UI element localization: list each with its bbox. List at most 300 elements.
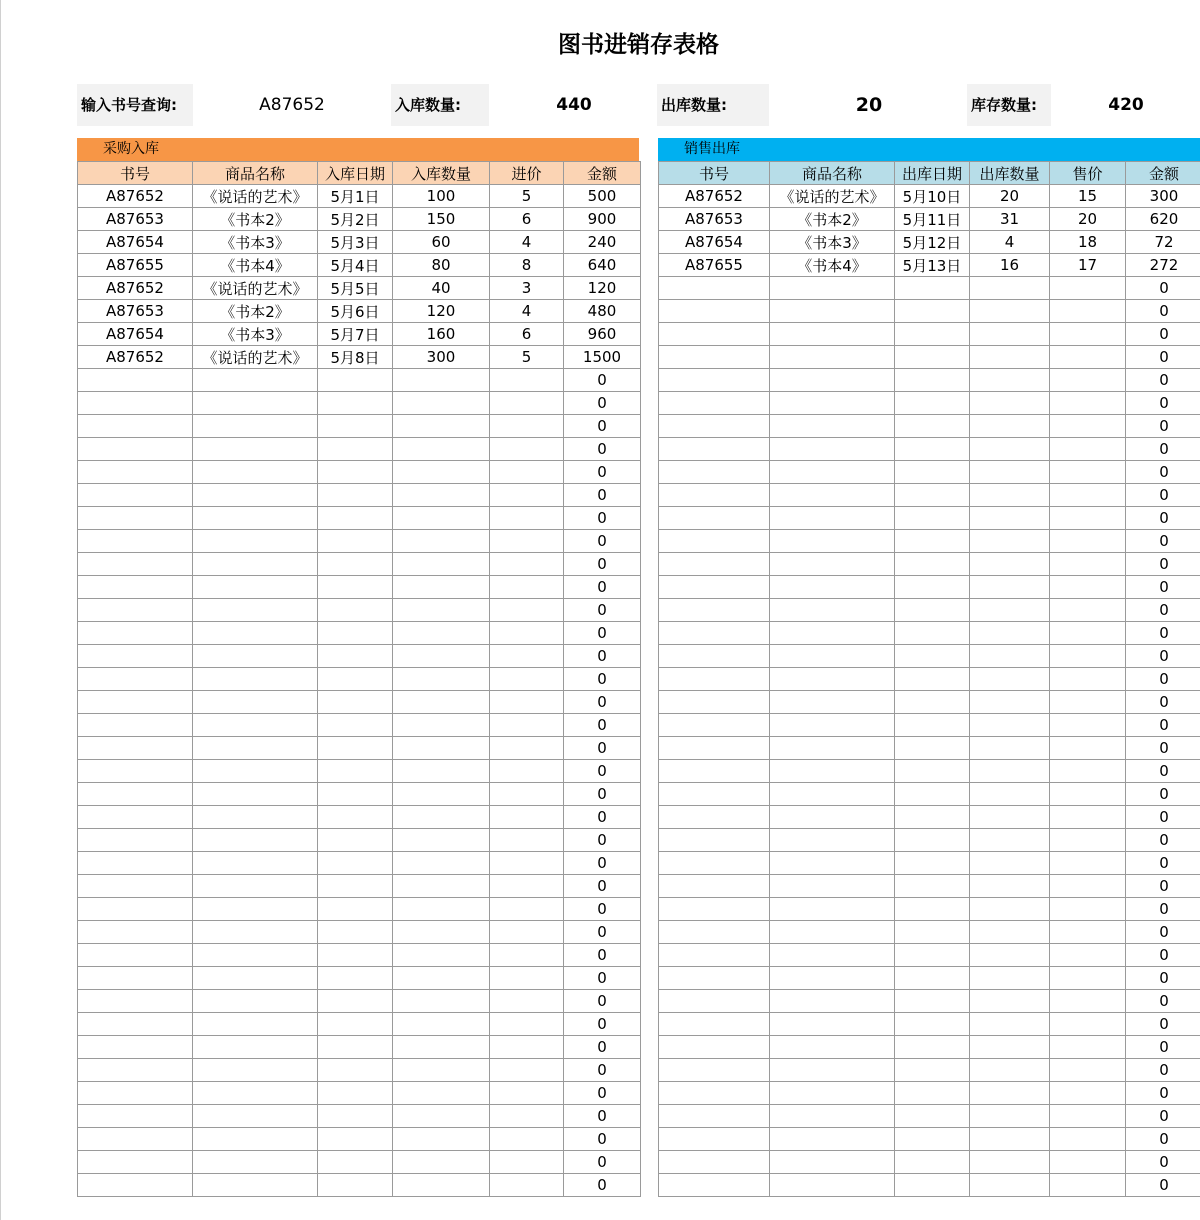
table-cell[interactable]	[895, 852, 970, 875]
table-cell[interactable]	[970, 277, 1050, 300]
table-cell[interactable]: 0	[1126, 691, 1200, 714]
table-cell[interactable]	[770, 461, 895, 484]
table-cell[interactable]	[318, 530, 393, 553]
table-cell[interactable]: 0	[1126, 277, 1200, 300]
table-cell[interactable]	[770, 599, 895, 622]
table-cell[interactable]: 1500	[564, 346, 641, 369]
table-cell[interactable]: 0	[564, 622, 641, 645]
table-cell[interactable]: 《说话的艺术》	[193, 346, 318, 369]
table-cell[interactable]	[659, 668, 770, 691]
table-cell[interactable]	[895, 507, 970, 530]
table-cell[interactable]	[895, 1128, 970, 1151]
table-cell[interactable]	[393, 1151, 490, 1174]
table-cell[interactable]	[970, 1151, 1050, 1174]
table-cell[interactable]: 0	[564, 921, 641, 944]
table-cell[interactable]	[895, 1151, 970, 1174]
table-cell[interactable]	[78, 369, 193, 392]
table-cell[interactable]: 5月12日	[895, 231, 970, 254]
table-cell[interactable]	[1050, 990, 1126, 1013]
table-cell[interactable]	[490, 530, 564, 553]
table-cell[interactable]: 0	[1126, 392, 1200, 415]
table-cell[interactable]: 0	[564, 530, 641, 553]
table-cell[interactable]	[193, 369, 318, 392]
table-cell[interactable]	[659, 967, 770, 990]
table-cell[interactable]	[659, 806, 770, 829]
table-cell[interactable]	[393, 898, 490, 921]
table-cell[interactable]	[193, 967, 318, 990]
table-cell[interactable]	[193, 599, 318, 622]
table-cell[interactable]: A87655	[78, 254, 193, 277]
table-cell[interactable]: 5	[490, 185, 564, 208]
table-cell[interactable]	[1050, 507, 1126, 530]
table-cell[interactable]: 《书本3》	[193, 231, 318, 254]
table-cell[interactable]	[970, 921, 1050, 944]
table-cell[interactable]	[659, 346, 770, 369]
table-cell[interactable]: 0	[564, 944, 641, 967]
table-cell[interactable]	[318, 898, 393, 921]
table-cell[interactable]	[770, 553, 895, 576]
table-cell[interactable]	[490, 507, 564, 530]
table-cell[interactable]: 6	[490, 208, 564, 231]
table-cell[interactable]	[895, 990, 970, 1013]
table-cell[interactable]	[895, 691, 970, 714]
table-cell[interactable]	[318, 921, 393, 944]
table-cell[interactable]	[318, 990, 393, 1013]
table-cell[interactable]	[895, 369, 970, 392]
table-cell[interactable]	[318, 668, 393, 691]
table-cell[interactable]	[970, 553, 1050, 576]
table-cell[interactable]	[970, 898, 1050, 921]
table-cell[interactable]: 0	[1126, 645, 1200, 668]
table-cell[interactable]	[970, 1174, 1050, 1197]
table-cell[interactable]: 0	[1126, 806, 1200, 829]
table-cell[interactable]: 《书本4》	[193, 254, 318, 277]
table-cell[interactable]	[895, 599, 970, 622]
table-cell[interactable]: 5月1日	[318, 185, 393, 208]
table-cell[interactable]	[318, 645, 393, 668]
table-cell[interactable]	[393, 714, 490, 737]
table-cell[interactable]	[78, 668, 193, 691]
table-cell[interactable]	[490, 553, 564, 576]
table-cell[interactable]: 0	[1126, 300, 1200, 323]
table-cell[interactable]	[970, 1036, 1050, 1059]
table-cell[interactable]	[193, 760, 318, 783]
table-cell[interactable]: 0	[1126, 668, 1200, 691]
table-cell[interactable]: 5月5日	[318, 277, 393, 300]
table-cell[interactable]	[78, 530, 193, 553]
table-cell[interactable]	[659, 1059, 770, 1082]
table-cell[interactable]	[770, 369, 895, 392]
table-cell[interactable]	[78, 1013, 193, 1036]
table-cell[interactable]: 5月4日	[318, 254, 393, 277]
table-cell[interactable]	[193, 714, 318, 737]
table-cell[interactable]	[193, 1105, 318, 1128]
table-cell[interactable]	[770, 806, 895, 829]
table-cell[interactable]	[1050, 415, 1126, 438]
table-cell[interactable]: 0	[1126, 783, 1200, 806]
table-cell[interactable]	[895, 1036, 970, 1059]
table-cell[interactable]	[318, 1105, 393, 1128]
table-cell[interactable]: 300	[1126, 185, 1200, 208]
table-cell[interactable]	[193, 1174, 318, 1197]
table-cell[interactable]: 0	[564, 1082, 641, 1105]
table-cell[interactable]: 0	[1126, 898, 1200, 921]
table-cell[interactable]: 0	[1126, 622, 1200, 645]
table-cell[interactable]: 20	[970, 185, 1050, 208]
table-cell[interactable]	[1050, 760, 1126, 783]
table-cell[interactable]: 5月7日	[318, 323, 393, 346]
table-cell[interactable]	[393, 1105, 490, 1128]
table-cell[interactable]	[659, 1105, 770, 1128]
table-cell[interactable]	[78, 392, 193, 415]
table-cell[interactable]	[659, 875, 770, 898]
table-cell[interactable]	[895, 1174, 970, 1197]
table-cell[interactable]: 0	[1126, 576, 1200, 599]
table-cell[interactable]: 《说话的艺术》	[770, 185, 895, 208]
table-cell[interactable]: 0	[564, 507, 641, 530]
table-cell[interactable]	[770, 875, 895, 898]
table-cell[interactable]	[78, 461, 193, 484]
table-cell[interactable]	[78, 1128, 193, 1151]
table-cell[interactable]	[970, 1013, 1050, 1036]
table-cell[interactable]	[1050, 967, 1126, 990]
table-cell[interactable]	[895, 277, 970, 300]
table-cell[interactable]	[1050, 576, 1126, 599]
table-cell[interactable]	[1050, 806, 1126, 829]
table-cell[interactable]	[318, 1174, 393, 1197]
table-cell[interactable]	[393, 668, 490, 691]
table-cell[interactable]: 《说话的艺术》	[193, 277, 318, 300]
table-cell[interactable]	[393, 691, 490, 714]
table-cell[interactable]: 0	[564, 1105, 641, 1128]
table-cell[interactable]	[393, 438, 490, 461]
table-cell[interactable]	[659, 714, 770, 737]
table-cell[interactable]: A87654	[78, 231, 193, 254]
table-cell[interactable]: 0	[1126, 369, 1200, 392]
table-cell[interactable]	[393, 576, 490, 599]
table-cell[interactable]	[490, 921, 564, 944]
table-cell[interactable]	[318, 599, 393, 622]
table-cell[interactable]	[895, 875, 970, 898]
table-cell[interactable]	[970, 1059, 1050, 1082]
table-cell[interactable]	[895, 829, 970, 852]
table-cell[interactable]	[318, 1128, 393, 1151]
table-cell[interactable]: A87652	[78, 277, 193, 300]
table-cell[interactable]	[659, 691, 770, 714]
table-cell[interactable]: 0	[1126, 484, 1200, 507]
table-cell[interactable]	[659, 760, 770, 783]
table-cell[interactable]	[393, 760, 490, 783]
table-cell[interactable]	[770, 1151, 895, 1174]
table-cell[interactable]	[659, 369, 770, 392]
table-cell[interactable]: A87653	[659, 208, 770, 231]
table-cell[interactable]	[78, 783, 193, 806]
table-cell[interactable]	[770, 829, 895, 852]
table-cell[interactable]	[1050, 599, 1126, 622]
table-cell[interactable]	[770, 622, 895, 645]
table-cell[interactable]	[659, 1013, 770, 1036]
column-header[interactable]: 出库数量	[970, 162, 1050, 185]
table-cell[interactable]	[659, 461, 770, 484]
table-cell[interactable]: 100	[393, 185, 490, 208]
table-cell[interactable]	[970, 944, 1050, 967]
table-cell[interactable]: 0	[564, 691, 641, 714]
table-cell[interactable]	[659, 507, 770, 530]
table-cell[interactable]	[318, 461, 393, 484]
table-cell[interactable]	[970, 645, 1050, 668]
table-cell[interactable]	[1050, 530, 1126, 553]
table-cell[interactable]: 17	[1050, 254, 1126, 277]
table-cell[interactable]	[1050, 921, 1126, 944]
table-cell[interactable]	[1050, 783, 1126, 806]
table-cell[interactable]: 0	[564, 875, 641, 898]
table-cell[interactable]	[78, 898, 193, 921]
table-cell[interactable]	[193, 668, 318, 691]
table-cell[interactable]: 0	[564, 438, 641, 461]
table-cell[interactable]	[490, 806, 564, 829]
table-cell[interactable]	[78, 691, 193, 714]
table-cell[interactable]: 272	[1126, 254, 1200, 277]
table-cell[interactable]	[659, 277, 770, 300]
table-cell[interactable]	[490, 944, 564, 967]
table-cell[interactable]	[770, 645, 895, 668]
table-cell[interactable]: 6	[490, 323, 564, 346]
table-cell[interactable]	[393, 392, 490, 415]
table-cell[interactable]	[1050, 714, 1126, 737]
table-cell[interactable]	[393, 829, 490, 852]
table-cell[interactable]	[490, 392, 564, 415]
table-cell[interactable]: A87654	[659, 231, 770, 254]
table-cell[interactable]	[659, 944, 770, 967]
table-cell[interactable]	[490, 645, 564, 668]
table-cell[interactable]	[659, 300, 770, 323]
table-cell[interactable]	[895, 645, 970, 668]
table-cell[interactable]: 0	[1126, 1082, 1200, 1105]
table-cell[interactable]	[770, 1174, 895, 1197]
table-cell[interactable]	[193, 576, 318, 599]
table-cell[interactable]	[318, 1036, 393, 1059]
table-cell[interactable]	[970, 369, 1050, 392]
table-cell[interactable]	[970, 622, 1050, 645]
table-cell[interactable]: 0	[564, 645, 641, 668]
table-cell[interactable]: 0	[1126, 944, 1200, 967]
table-cell[interactable]: 0	[1126, 737, 1200, 760]
table-cell[interactable]: 0	[1126, 1036, 1200, 1059]
table-cell[interactable]	[193, 944, 318, 967]
table-cell[interactable]	[1050, 323, 1126, 346]
table-cell[interactable]: 0	[1126, 829, 1200, 852]
table-cell[interactable]	[490, 967, 564, 990]
column-header[interactable]: 入库日期	[318, 162, 393, 185]
table-cell[interactable]	[659, 829, 770, 852]
table-cell[interactable]: 0	[1126, 1151, 1200, 1174]
table-cell[interactable]: 0	[1126, 1013, 1200, 1036]
table-cell[interactable]	[193, 1036, 318, 1059]
table-cell[interactable]: 0	[1126, 1105, 1200, 1128]
table-cell[interactable]	[78, 806, 193, 829]
column-header[interactable]: 进价	[490, 162, 564, 185]
table-cell[interactable]: 480	[564, 300, 641, 323]
table-cell[interactable]	[970, 1082, 1050, 1105]
table-cell[interactable]: 0	[1126, 852, 1200, 875]
table-cell[interactable]	[895, 668, 970, 691]
table-cell[interactable]	[78, 1174, 193, 1197]
table-cell[interactable]	[1050, 484, 1126, 507]
table-cell[interactable]	[393, 806, 490, 829]
table-cell[interactable]: 0	[564, 576, 641, 599]
table-cell[interactable]: 5月13日	[895, 254, 970, 277]
table-cell[interactable]	[770, 944, 895, 967]
table-cell[interactable]	[78, 1105, 193, 1128]
table-cell[interactable]: 0	[564, 760, 641, 783]
table-cell[interactable]	[318, 875, 393, 898]
table-cell[interactable]: 0	[564, 1036, 641, 1059]
table-cell[interactable]	[78, 576, 193, 599]
table-cell[interactable]	[770, 300, 895, 323]
table-cell[interactable]	[1050, 1151, 1126, 1174]
table-cell[interactable]	[895, 484, 970, 507]
table-cell[interactable]	[318, 967, 393, 990]
table-cell[interactable]: 4	[490, 231, 564, 254]
table-cell[interactable]	[490, 668, 564, 691]
table-cell[interactable]	[193, 691, 318, 714]
table-cell[interactable]	[770, 898, 895, 921]
table-cell[interactable]: 0	[1126, 714, 1200, 737]
table-cell[interactable]: 0	[1126, 760, 1200, 783]
table-cell[interactable]: 240	[564, 231, 641, 254]
table-cell[interactable]: 0	[564, 553, 641, 576]
table-cell[interactable]: 300	[393, 346, 490, 369]
table-cell[interactable]: 20	[1050, 208, 1126, 231]
table-cell[interactable]: 0	[1126, 530, 1200, 553]
table-cell[interactable]	[895, 944, 970, 967]
table-cell[interactable]: 0	[564, 668, 641, 691]
table-cell[interactable]	[490, 1036, 564, 1059]
table-cell[interactable]	[970, 990, 1050, 1013]
table-cell[interactable]: 0	[564, 806, 641, 829]
table-cell[interactable]	[970, 783, 1050, 806]
table-cell[interactable]: 5	[490, 346, 564, 369]
table-cell[interactable]	[659, 484, 770, 507]
table-cell[interactable]	[770, 576, 895, 599]
table-cell[interactable]: 0	[564, 783, 641, 806]
table-cell[interactable]: 0	[564, 1128, 641, 1151]
table-cell[interactable]: A87652	[659, 185, 770, 208]
table-cell[interactable]	[193, 783, 318, 806]
table-cell[interactable]	[1050, 277, 1126, 300]
table-cell[interactable]	[193, 1059, 318, 1082]
table-cell[interactable]	[970, 323, 1050, 346]
table-cell[interactable]	[770, 967, 895, 990]
table-cell[interactable]: 0	[564, 1013, 641, 1036]
column-header[interactable]: 入库数量	[393, 162, 490, 185]
table-cell[interactable]	[659, 737, 770, 760]
table-cell[interactable]	[393, 599, 490, 622]
table-cell[interactable]	[770, 1128, 895, 1151]
table-cell[interactable]	[970, 415, 1050, 438]
table-cell[interactable]	[318, 944, 393, 967]
table-cell[interactable]	[318, 392, 393, 415]
table-cell[interactable]: 《书本4》	[770, 254, 895, 277]
table-cell[interactable]	[78, 829, 193, 852]
table-cell[interactable]	[393, 1082, 490, 1105]
table-cell[interactable]	[393, 415, 490, 438]
table-cell[interactable]	[193, 553, 318, 576]
column-header[interactable]: 书号	[78, 162, 193, 185]
table-cell[interactable]	[318, 714, 393, 737]
table-cell[interactable]	[393, 622, 490, 645]
table-cell[interactable]	[659, 645, 770, 668]
table-cell[interactable]	[490, 898, 564, 921]
table-cell[interactable]	[318, 507, 393, 530]
table-cell[interactable]	[318, 783, 393, 806]
table-cell[interactable]	[78, 875, 193, 898]
table-cell[interactable]	[193, 622, 318, 645]
table-cell[interactable]	[318, 806, 393, 829]
table-cell[interactable]: 960	[564, 323, 641, 346]
table-cell[interactable]	[393, 530, 490, 553]
table-cell[interactable]	[895, 1013, 970, 1036]
table-cell[interactable]	[78, 484, 193, 507]
table-cell[interactable]	[318, 737, 393, 760]
table-cell[interactable]	[78, 990, 193, 1013]
table-cell[interactable]	[393, 507, 490, 530]
table-cell[interactable]	[193, 392, 318, 415]
table-cell[interactable]: 5月6日	[318, 300, 393, 323]
table-cell[interactable]	[193, 852, 318, 875]
table-cell[interactable]: 0	[1126, 599, 1200, 622]
table-cell[interactable]	[78, 599, 193, 622]
table-cell[interactable]	[1050, 1036, 1126, 1059]
table-cell[interactable]	[970, 300, 1050, 323]
table-cell[interactable]: A87654	[78, 323, 193, 346]
table-cell[interactable]: 《书本2》	[193, 208, 318, 231]
table-cell[interactable]	[393, 852, 490, 875]
table-cell[interactable]	[770, 1059, 895, 1082]
table-cell[interactable]	[770, 990, 895, 1013]
table-cell[interactable]	[193, 737, 318, 760]
table-cell[interactable]: 0	[564, 898, 641, 921]
table-cell[interactable]	[193, 415, 318, 438]
table-cell[interactable]	[970, 668, 1050, 691]
table-cell[interactable]: 120	[564, 277, 641, 300]
table-cell[interactable]	[490, 415, 564, 438]
table-cell[interactable]: 0	[564, 714, 641, 737]
table-cell[interactable]	[770, 1105, 895, 1128]
table-cell[interactable]	[770, 1013, 895, 1036]
table-cell[interactable]: 0	[1126, 1128, 1200, 1151]
table-cell[interactable]	[193, 645, 318, 668]
table-cell[interactable]: 8	[490, 254, 564, 277]
table-cell[interactable]: 0	[1126, 461, 1200, 484]
table-cell[interactable]	[393, 875, 490, 898]
table-cell[interactable]	[895, 806, 970, 829]
table-cell[interactable]	[659, 1174, 770, 1197]
table-cell[interactable]	[895, 967, 970, 990]
table-cell[interactable]	[1050, 1105, 1126, 1128]
table-cell[interactable]	[193, 990, 318, 1013]
table-cell[interactable]	[193, 829, 318, 852]
table-cell[interactable]	[895, 415, 970, 438]
table-cell[interactable]	[895, 438, 970, 461]
table-cell[interactable]	[770, 921, 895, 944]
table-cell[interactable]: 5月2日	[318, 208, 393, 231]
table-cell[interactable]	[318, 369, 393, 392]
table-cell[interactable]	[659, 1128, 770, 1151]
table-cell[interactable]	[193, 875, 318, 898]
table-cell[interactable]: 0	[1126, 921, 1200, 944]
table-cell[interactable]: 0	[1126, 967, 1200, 990]
